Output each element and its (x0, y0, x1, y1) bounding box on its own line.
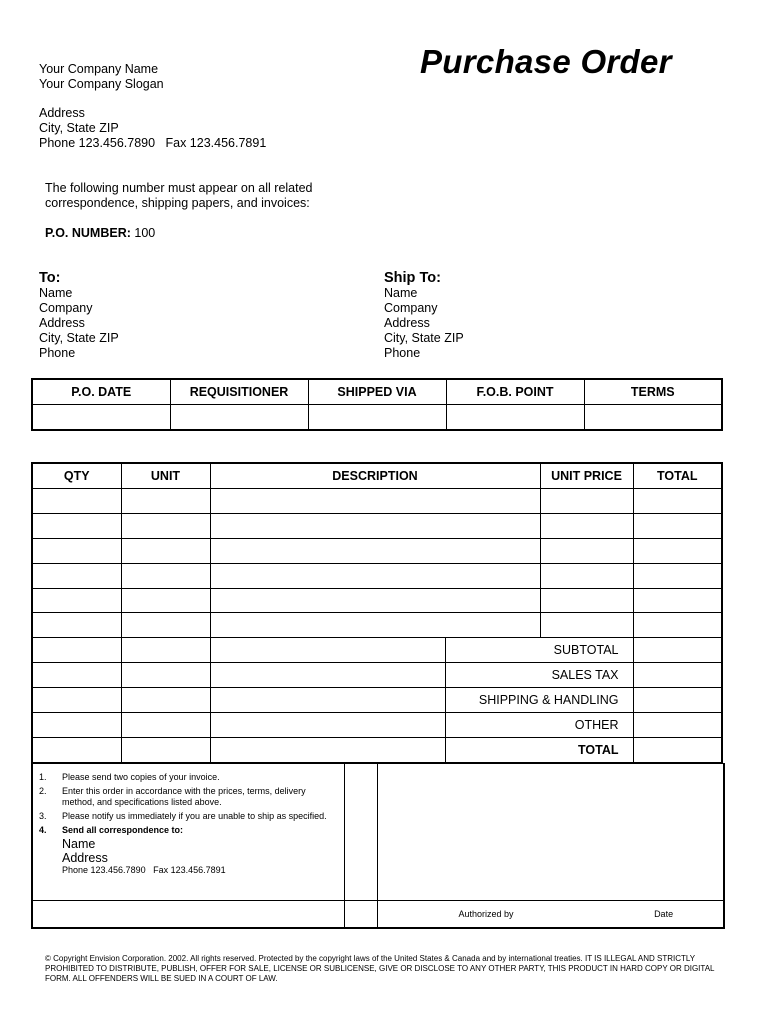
fob-point-cell[interactable] (446, 405, 584, 431)
unit-price-cell[interactable] (540, 538, 633, 563)
ship-to-block (384, 270, 464, 361)
line-total-cell[interactable] (633, 563, 722, 588)
unit-cell[interactable] (121, 588, 210, 613)
ship-to-address: Address (384, 316, 430, 330)
spacer-cell (344, 901, 377, 929)
description-cell[interactable] (210, 663, 445, 688)
notes-list (33, 764, 344, 882)
description-cell[interactable] (210, 489, 540, 514)
note-number: 2. (39, 786, 47, 796)
total-header: TOTAL (633, 463, 722, 489)
sales-tax-label: SALES TAX (445, 663, 633, 688)
note-text: Please send two copies of your invoice. (62, 772, 220, 782)
notice-line-1: The following number must appear on all related (45, 181, 313, 195)
item-row (32, 538, 722, 563)
qty-cell[interactable] (32, 737, 121, 762)
order-info-table (31, 378, 723, 431)
qty-cell[interactable] (32, 563, 121, 588)
summary-row (32, 663, 722, 688)
po-number-label: P.O. NUMBER: (45, 226, 131, 240)
unit-cell[interactable] (121, 513, 210, 538)
shipping-handling-label: SHIPPING & HANDLING (445, 688, 633, 713)
description-cell[interactable] (210, 638, 445, 663)
qty-cell[interactable] (32, 613, 121, 638)
note-number: 4. (39, 825, 47, 835)
contact-name: Name (62, 837, 96, 851)
qty-cell[interactable] (32, 513, 121, 538)
qty-cell[interactable] (32, 638, 121, 663)
unit-cell[interactable] (121, 663, 210, 688)
company-phone-fax: Phone 123.456.7890 Fax 123.456.7891 (39, 136, 267, 150)
authorized-by-label: Authorized by (458, 909, 514, 919)
qty-cell[interactable] (32, 588, 121, 613)
ship-to-phone: Phone (384, 346, 421, 360)
to-block (39, 270, 119, 361)
unit-cell[interactable] (121, 538, 210, 563)
subtotal-label: SUBTOTAL (445, 638, 633, 663)
unit-price-cell[interactable] (540, 563, 633, 588)
unit-price-header: UNIT PRICE (540, 463, 633, 489)
to-city: City, State ZIP (39, 331, 119, 345)
summary-row (32, 638, 722, 663)
summary-row (32, 737, 722, 762)
to-name: Name (39, 286, 73, 300)
other-value[interactable] (633, 713, 722, 738)
po-number (45, 226, 155, 241)
terms-cell[interactable] (584, 405, 722, 431)
sales-tax-value[interactable] (633, 663, 722, 688)
description-cell[interactable] (210, 737, 445, 762)
description-cell[interactable] (210, 613, 540, 638)
to-phone: Phone (39, 346, 76, 360)
unit-cell[interactable] (121, 613, 210, 638)
line-total-cell[interactable] (633, 613, 722, 638)
unit-cell[interactable] (121, 638, 210, 663)
ship-to-company: Company (384, 301, 438, 315)
description-cell[interactable] (210, 713, 445, 738)
note-item (39, 772, 338, 783)
date-label: Date (654, 909, 674, 919)
other-label: OTHER (445, 713, 633, 738)
description-cell[interactable] (210, 688, 445, 713)
unit-price-cell[interactable] (540, 613, 633, 638)
page-title: Purchase Order (420, 43, 672, 80)
grand-total-label: TOTAL (445, 737, 633, 762)
note-number: 3. (39, 811, 47, 821)
terms-header: TERMS (584, 379, 722, 405)
unit-cell[interactable] (121, 713, 210, 738)
company-slogan: Your Company Slogan (39, 77, 164, 91)
note-text: Send all correspondence to: (62, 825, 184, 835)
empty-cell (32, 901, 344, 929)
grand-total-value[interactable] (633, 737, 722, 762)
line-total-cell[interactable] (633, 588, 722, 613)
unit-cell[interactable] (121, 489, 210, 514)
qty-header: QTY (32, 463, 121, 489)
notes-table (31, 763, 725, 929)
contact-address: Address (62, 851, 108, 865)
requisitioner-header: REQUISITIONER (170, 379, 308, 405)
ship-to-city: City, State ZIP (384, 331, 464, 345)
shipped-via-header: SHIPPED VIA (308, 379, 446, 405)
qty-cell[interactable] (32, 713, 121, 738)
correspondence-contact (39, 837, 338, 876)
line-total-cell[interactable] (633, 538, 722, 563)
unit-price-cell[interactable] (540, 588, 633, 613)
qty-cell[interactable] (32, 663, 121, 688)
to-company: Company (39, 301, 93, 315)
shipping-handling-value[interactable] (633, 688, 722, 713)
notes-row (32, 764, 724, 901)
spacer-cell (344, 764, 377, 901)
line-total-cell[interactable] (633, 489, 722, 514)
unit-cell[interactable] (121, 737, 210, 762)
subtotal-value[interactable] (633, 638, 722, 663)
unit-price-cell[interactable] (540, 513, 633, 538)
ship-to-heading: Ship To: (384, 270, 441, 286)
description-cell[interactable] (210, 538, 540, 563)
company-city: City, State ZIP (39, 121, 119, 135)
contact-phone-fax: Phone 123.456.7890 Fax 123.456.7891 (62, 865, 226, 875)
item-row (32, 613, 722, 638)
ship-to-name: Name (384, 286, 418, 300)
description-cell[interactable] (210, 588, 540, 613)
qty-cell[interactable] (32, 538, 121, 563)
copyright-notice: © Copyright Envision Corporation. 2002. All rights reserved. Protected by the copyright laws of the United States & Canada and by international treaties. IT IS ILLEGAL AND STRICTLY PROHIBITED TO DISTRIBUTE, PUBLISH, OFFER FOR SALE, LICENSE OR SUBLICENSE, GIVE OR DISCLOSE TO ANY OTHER PARTY, THIS PRODUCT IN HARD COPY OR DIGITAL FORM. ALL OFFENDERS WILL BE SUED IN A COURT OF LAW. (45, 954, 715, 983)
notice-line-2: correspondence, shipping papers, and invoices: (45, 196, 310, 210)
order-info-header-row (32, 379, 722, 405)
company-name: Your Company Name (39, 62, 159, 76)
summary-row (32, 713, 722, 738)
to-heading: To: (39, 270, 61, 286)
item-row (32, 513, 722, 538)
to-address: Address (39, 316, 85, 330)
po-number-value: 100 (134, 226, 156, 240)
authorization-cell (377, 901, 724, 929)
order-info-entry-row (32, 405, 722, 431)
note-text: Please notify us immediately if you are unable to ship as specified. (62, 811, 327, 821)
po-date-header: P.O. DATE (32, 379, 170, 405)
item-row (32, 588, 722, 613)
note-text: Enter this order in accordance with the prices, terms, delivery method, and specifications listed above. (62, 786, 306, 807)
fob-point-header: F.O.B. POINT (446, 379, 584, 405)
po-date-cell[interactable] (32, 405, 170, 431)
item-row (32, 563, 722, 588)
authorization-row (32, 901, 724, 929)
summary-row (32, 688, 722, 713)
note-item (39, 811, 338, 822)
unit-cell[interactable] (121, 688, 210, 713)
unit-cell[interactable] (121, 563, 210, 588)
qty-cell[interactable] (32, 489, 121, 514)
line-total-cell[interactable] (633, 513, 722, 538)
shipped-via-cell[interactable] (308, 405, 446, 431)
company-address: Address (39, 106, 85, 120)
items-header-row (32, 463, 722, 489)
note-item (39, 825, 338, 836)
requisitioner-cell[interactable] (170, 405, 308, 431)
note-item (39, 786, 338, 808)
qty-cell[interactable] (32, 688, 121, 713)
item-row (32, 489, 722, 514)
description-cell[interactable] (210, 513, 540, 538)
note-number: 1. (39, 772, 47, 782)
unit-price-cell[interactable] (540, 489, 633, 514)
signature-area[interactable] (377, 764, 724, 901)
description-cell[interactable] (210, 563, 540, 588)
notes-cell (32, 764, 344, 901)
items-table (31, 462, 723, 763)
unit-header: UNIT (121, 463, 210, 489)
description-header: DESCRIPTION (210, 463, 540, 489)
